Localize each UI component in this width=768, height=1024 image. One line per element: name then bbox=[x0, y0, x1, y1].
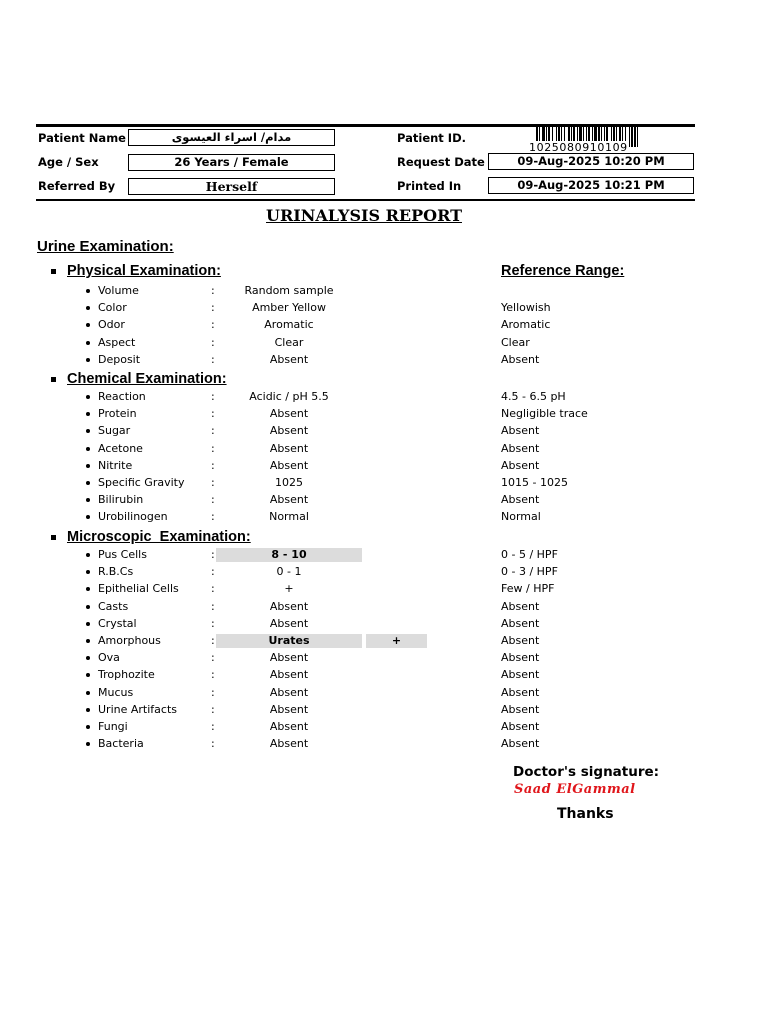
test-colon: : bbox=[211, 441, 215, 455]
reference-value: Absent bbox=[501, 720, 540, 733]
reference-value: Absent bbox=[501, 616, 540, 630]
test-value: Absent bbox=[269, 407, 309, 421]
test-colon: : bbox=[211, 407, 215, 421]
test-name: Amorphous bbox=[98, 634, 161, 647]
bullet-dot bbox=[86, 605, 90, 609]
bullet-dot bbox=[86, 429, 90, 433]
test-colon: : bbox=[211, 651, 215, 665]
test-colon: : bbox=[211, 737, 215, 751]
test-name: Specific Gravity bbox=[98, 476, 185, 489]
test-name: Reaction bbox=[98, 390, 146, 403]
test-name: Protein bbox=[98, 407, 137, 421]
test-name: Volume bbox=[98, 284, 139, 297]
printed-in-field: 09-Aug-2025 10:21 PM bbox=[488, 177, 694, 194]
test-value: Absent bbox=[269, 458, 309, 472]
test-value: + bbox=[284, 582, 294, 596]
bullet-dot bbox=[86, 289, 90, 293]
reference-value: Absent bbox=[501, 424, 540, 438]
reference-value: Absent bbox=[501, 651, 540, 665]
test-colon: : bbox=[211, 616, 215, 630]
reference-value: Absent bbox=[501, 702, 540, 716]
bullet-dot bbox=[86, 341, 90, 345]
test-name: Bacteria bbox=[98, 737, 144, 751]
bullet-dot bbox=[86, 395, 90, 399]
test-value: Acidic / pH 5.5 bbox=[249, 390, 329, 403]
bullet-dot bbox=[86, 656, 90, 660]
test-name: Aspect bbox=[98, 335, 136, 349]
reference-value: Absent bbox=[501, 493, 540, 507]
test-name: Deposit bbox=[98, 352, 141, 366]
bullet-dot bbox=[86, 498, 90, 502]
bullet-dot bbox=[86, 570, 90, 574]
reference-value: 4.5 - 6.5 pH bbox=[501, 390, 566, 403]
reference-value: 0 - 5 / HPF bbox=[501, 548, 558, 561]
test-value: Absent bbox=[269, 352, 309, 366]
bullet-dot bbox=[86, 306, 90, 310]
bullet-dot bbox=[86, 622, 90, 626]
bullet-square bbox=[51, 535, 56, 540]
test-value: Absent bbox=[269, 424, 309, 438]
test-value: Absent bbox=[269, 720, 309, 733]
test-name: Color bbox=[98, 301, 127, 315]
test-value: Absent bbox=[269, 668, 309, 682]
reference-value: Yellowish bbox=[501, 301, 551, 315]
age-sex-field: 26 Years / Female bbox=[128, 154, 335, 171]
reference-value: Absent bbox=[501, 634, 540, 647]
reference-value: Absent bbox=[501, 668, 540, 682]
reference-value: Absent bbox=[501, 441, 540, 455]
test-colon: : bbox=[211, 548, 215, 561]
test-colon: : bbox=[211, 599, 215, 613]
test-name: Nitrite bbox=[98, 458, 133, 472]
test-colon: : bbox=[211, 301, 215, 315]
doctor-signature-label: Doctor's signature: bbox=[513, 764, 660, 780]
test-colon: : bbox=[211, 493, 215, 507]
test-colon: : bbox=[211, 668, 215, 682]
test-value: Absent bbox=[269, 737, 309, 751]
request-date-label: Request Date bbox=[397, 155, 485, 169]
reference-value: Absent bbox=[501, 737, 540, 751]
reference-value: Negligible trace bbox=[501, 407, 588, 421]
test-name: Urine Artifacts bbox=[98, 702, 177, 716]
test-colon: : bbox=[211, 424, 215, 438]
test-colon: : bbox=[211, 476, 215, 489]
reference-value: Absent bbox=[501, 685, 540, 699]
bullet-dot bbox=[86, 708, 90, 712]
test-colon: : bbox=[211, 702, 215, 716]
bullet-dot bbox=[86, 639, 90, 643]
bullet-dot bbox=[86, 447, 90, 451]
test-colon: : bbox=[211, 582, 215, 596]
test-name: Urobilinogen bbox=[98, 510, 168, 524]
bullet-dot bbox=[86, 587, 90, 591]
test-colon: : bbox=[211, 720, 215, 733]
bullet-dot bbox=[86, 323, 90, 327]
printed-in-label: Printed In bbox=[397, 179, 462, 193]
bullet-dot bbox=[86, 553, 90, 557]
referred-by-label: Referred By bbox=[38, 179, 116, 193]
test-value: Absent bbox=[269, 493, 309, 507]
test-name: Sugar bbox=[98, 424, 131, 438]
reference-value: 0 - 3 / HPF bbox=[501, 565, 558, 579]
patient-name-field: مدام/ اسراء العيسوى bbox=[128, 129, 335, 146]
bullet-dot bbox=[86, 515, 90, 519]
bullet-dot bbox=[86, 691, 90, 695]
patient-name-label: Patient Name bbox=[38, 131, 126, 145]
test-colon: : bbox=[211, 565, 215, 579]
reference-value: Clear bbox=[501, 335, 530, 349]
test-name: Fungi bbox=[98, 720, 128, 733]
reference-value: Absent bbox=[501, 599, 540, 613]
doctor-signature-name: Saad ElGammal bbox=[514, 782, 636, 797]
test-colon: : bbox=[211, 634, 215, 647]
test-colon: : bbox=[211, 352, 215, 366]
reference-range-heading: Reference Range: bbox=[501, 263, 625, 279]
test-value: Absent bbox=[269, 651, 309, 665]
microscopic-examination-heading: Microscopic Examination: bbox=[67, 529, 251, 545]
request-date-field: 09-Aug-2025 10:20 PM bbox=[488, 153, 694, 170]
test-name: Trophozite bbox=[98, 668, 155, 682]
test-name: Pus Cells bbox=[98, 548, 147, 561]
reference-value: Absent bbox=[501, 352, 540, 366]
reference-value: Normal bbox=[501, 510, 541, 524]
bullet-square bbox=[51, 377, 56, 382]
test-value: Absent bbox=[269, 616, 309, 630]
bullet-dot bbox=[86, 725, 90, 729]
age-sex-label: Age / Sex bbox=[38, 155, 99, 169]
patient-id-label: Patient ID. bbox=[397, 131, 466, 145]
test-name: Crystal bbox=[98, 616, 137, 630]
test-colon: : bbox=[211, 390, 215, 403]
test-value: Urates bbox=[216, 634, 362, 648]
test-colon: : bbox=[211, 458, 215, 472]
test-colon: : bbox=[211, 510, 215, 524]
bullet-dot bbox=[86, 673, 90, 677]
test-colon: : bbox=[211, 284, 215, 297]
test-value: Normal bbox=[269, 510, 309, 524]
test-value: Aromatic bbox=[264, 318, 314, 332]
reference-value: Absent bbox=[501, 458, 540, 472]
report-title-text: URINALYSIS REPORT bbox=[266, 206, 462, 225]
bullet-dot bbox=[86, 358, 90, 362]
reference-value: Aromatic bbox=[501, 318, 551, 332]
bullet-dot bbox=[86, 412, 90, 416]
referred-by-field: Herself bbox=[128, 178, 335, 195]
test-value: Absent bbox=[269, 685, 309, 699]
test-name: Acetone bbox=[98, 441, 143, 455]
test-name: Casts bbox=[98, 599, 129, 613]
test-name: Odor bbox=[98, 318, 125, 332]
test-name: R.B.Cs bbox=[98, 565, 134, 579]
test-value: 8 - 10 bbox=[216, 548, 362, 562]
test-value: Absent bbox=[269, 599, 309, 613]
thanks-text: Thanks bbox=[557, 806, 614, 822]
reference-value: 1015 - 1025 bbox=[501, 476, 568, 489]
test-value: Clear bbox=[274, 335, 304, 349]
bullet-dot bbox=[86, 742, 90, 746]
test-value: Absent bbox=[269, 702, 309, 716]
test-name: Mucus bbox=[98, 685, 134, 699]
patient-id-barcode-number: 1025080910109 bbox=[529, 141, 628, 154]
test-value: Amber Yellow bbox=[252, 301, 326, 315]
test-value: Absent bbox=[269, 441, 309, 455]
bullet-square bbox=[51, 269, 56, 274]
test-colon: : bbox=[211, 318, 215, 332]
test-colon: : bbox=[211, 685, 215, 699]
bullet-dot bbox=[86, 464, 90, 468]
test-value: 1025 bbox=[275, 476, 303, 489]
test-name: Ova bbox=[98, 651, 120, 665]
bullet-dot bbox=[86, 481, 90, 485]
chemical-examination-heading: Chemical Examination: bbox=[67, 371, 227, 387]
header-bottom-rule bbox=[36, 199, 695, 201]
report-title bbox=[0, 206, 728, 225]
test-value: 0 - 1 bbox=[276, 565, 302, 579]
physical-examination-heading: Physical Examination: bbox=[67, 263, 221, 279]
test-name: Bilirubin bbox=[98, 493, 144, 507]
reference-value: Few / HPF bbox=[501, 582, 555, 596]
urine-examination-heading: Urine Examination: bbox=[37, 238, 174, 255]
test-value: Random sample bbox=[244, 284, 334, 297]
test-colon: : bbox=[211, 335, 215, 349]
test-extra-value: + bbox=[366, 634, 427, 648]
test-name: Epithelial Cells bbox=[98, 582, 179, 596]
